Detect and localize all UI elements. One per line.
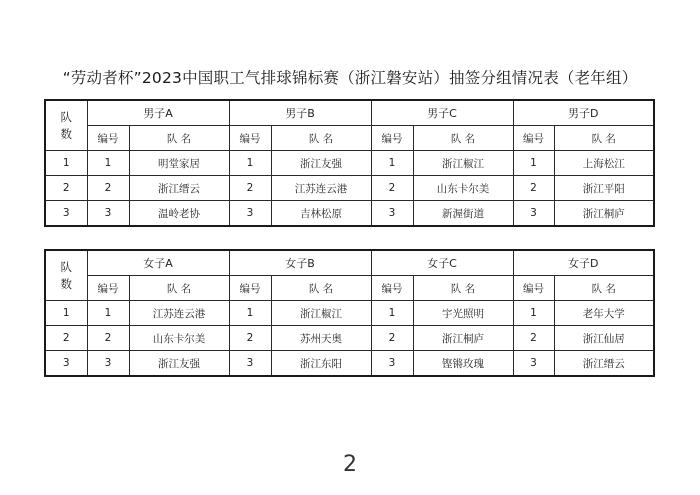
- table-row: [45, 176, 654, 201]
- team-number: 2: [87, 326, 129, 351]
- document-title: “劳动者杯”2023中国职工气排球锦标赛（浙江磐安站）抽签分组情况表（老年组）: [62, 69, 638, 87]
- team-name: 浙江仙居: [554, 326, 654, 351]
- group-header: 男子D: [513, 100, 654, 126]
- number-column-header: 编号: [513, 276, 554, 301]
- team-name: 明堂家居: [129, 151, 229, 176]
- team-number: 1: [371, 301, 413, 326]
- team-count-header: [45, 250, 87, 301]
- team-number: 3: [87, 201, 129, 227]
- team-column-header: 队 名: [271, 276, 371, 301]
- team-number: 2: [229, 176, 271, 201]
- team-number: 3: [229, 351, 271, 377]
- team-column-header: 队 名: [413, 126, 513, 151]
- table-row: [45, 351, 654, 377]
- team-count-header: [45, 100, 87, 151]
- team-name: 吉林松原: [271, 201, 371, 227]
- group-header: 女子D: [513, 250, 654, 276]
- team-number: 2: [513, 326, 554, 351]
- team-column-header: 队 名: [554, 276, 654, 301]
- team-name: 山东卡尔美: [413, 176, 513, 201]
- team-name: 浙江桐庐: [413, 326, 513, 351]
- group-header: 男子B: [229, 100, 371, 126]
- table-row: [45, 301, 654, 326]
- team-count-label: 队 数: [60, 259, 72, 291]
- number-column-header: 编号: [87, 276, 129, 301]
- team-number: 3: [513, 201, 554, 227]
- team-name: 浙江平阳: [554, 176, 654, 201]
- team-number: 1: [87, 301, 129, 326]
- team-name: 江苏连云港: [271, 176, 371, 201]
- group-header: 女子A: [87, 250, 229, 276]
- team-number: 3: [513, 351, 554, 377]
- team-name: 苏州天奥: [271, 326, 371, 351]
- team-name: 温岭老协: [129, 201, 229, 227]
- table-row: [45, 151, 654, 176]
- team-column-header: 队 名: [554, 126, 654, 151]
- team-number: 2: [371, 326, 413, 351]
- team-name: 浙江东阳: [271, 351, 371, 377]
- team-name: 老年大学: [554, 301, 654, 326]
- team-number: 3: [87, 351, 129, 377]
- team-name: 浙江椒江: [413, 151, 513, 176]
- team-number: 1: [513, 301, 554, 326]
- team-name: 浙江友强: [129, 351, 229, 377]
- row-index: 2: [45, 176, 87, 201]
- team-count-label: 队 数: [60, 109, 72, 141]
- team-name: 山东卡尔美: [129, 326, 229, 351]
- team-name: 浙江椒江: [271, 301, 371, 326]
- row-index: 3: [45, 351, 87, 377]
- team-number: 3: [371, 351, 413, 377]
- team-name: 铿锵玫瑰: [413, 351, 513, 377]
- row-index: 3: [45, 201, 87, 227]
- team-number: 1: [229, 151, 271, 176]
- team-name: 浙江缙云: [129, 176, 229, 201]
- table-row: [45, 326, 654, 351]
- row-index: 1: [45, 301, 87, 326]
- team-name: 江苏连云港: [129, 301, 229, 326]
- team-name: 上海松江: [554, 151, 654, 176]
- team-name: 宇光照明: [413, 301, 513, 326]
- group-header: 女子B: [229, 250, 371, 276]
- page-number: 2: [343, 452, 357, 477]
- team-number: 2: [229, 326, 271, 351]
- team-column-header: 队 名: [129, 276, 229, 301]
- group-header: 男子A: [87, 100, 229, 126]
- team-number: 2: [513, 176, 554, 201]
- team-number: 1: [513, 151, 554, 176]
- team-number: 3: [229, 201, 271, 227]
- team-number: 3: [371, 201, 413, 227]
- number-column-header: 编号: [229, 276, 271, 301]
- number-column-header: 编号: [87, 126, 129, 151]
- row-index: 2: [45, 326, 87, 351]
- table-row: [45, 201, 654, 227]
- team-number: 1: [371, 151, 413, 176]
- group-header: 女子C: [371, 250, 513, 276]
- team-number: 1: [229, 301, 271, 326]
- team-name: 浙江桐庐: [554, 201, 654, 227]
- row-index: 1: [45, 151, 87, 176]
- number-column-header: 编号: [229, 126, 271, 151]
- team-column-header: 队 名: [271, 126, 371, 151]
- team-column-header: 队 名: [129, 126, 229, 151]
- number-column-header: 编号: [371, 126, 413, 151]
- team-name: 新渥街道: [413, 201, 513, 227]
- team-column-header: 队 名: [413, 276, 513, 301]
- number-column-header: 编号: [371, 276, 413, 301]
- team-number: 1: [87, 151, 129, 176]
- team-number: 2: [371, 176, 413, 201]
- number-column-header: 编号: [513, 126, 554, 151]
- group-header: 男子C: [371, 100, 513, 126]
- women-draw-table: [44, 249, 655, 377]
- team-number: 2: [87, 176, 129, 201]
- team-name: 浙江友强: [271, 151, 371, 176]
- men-draw-table: [44, 99, 655, 227]
- team-name: 浙江缙云: [554, 351, 654, 377]
